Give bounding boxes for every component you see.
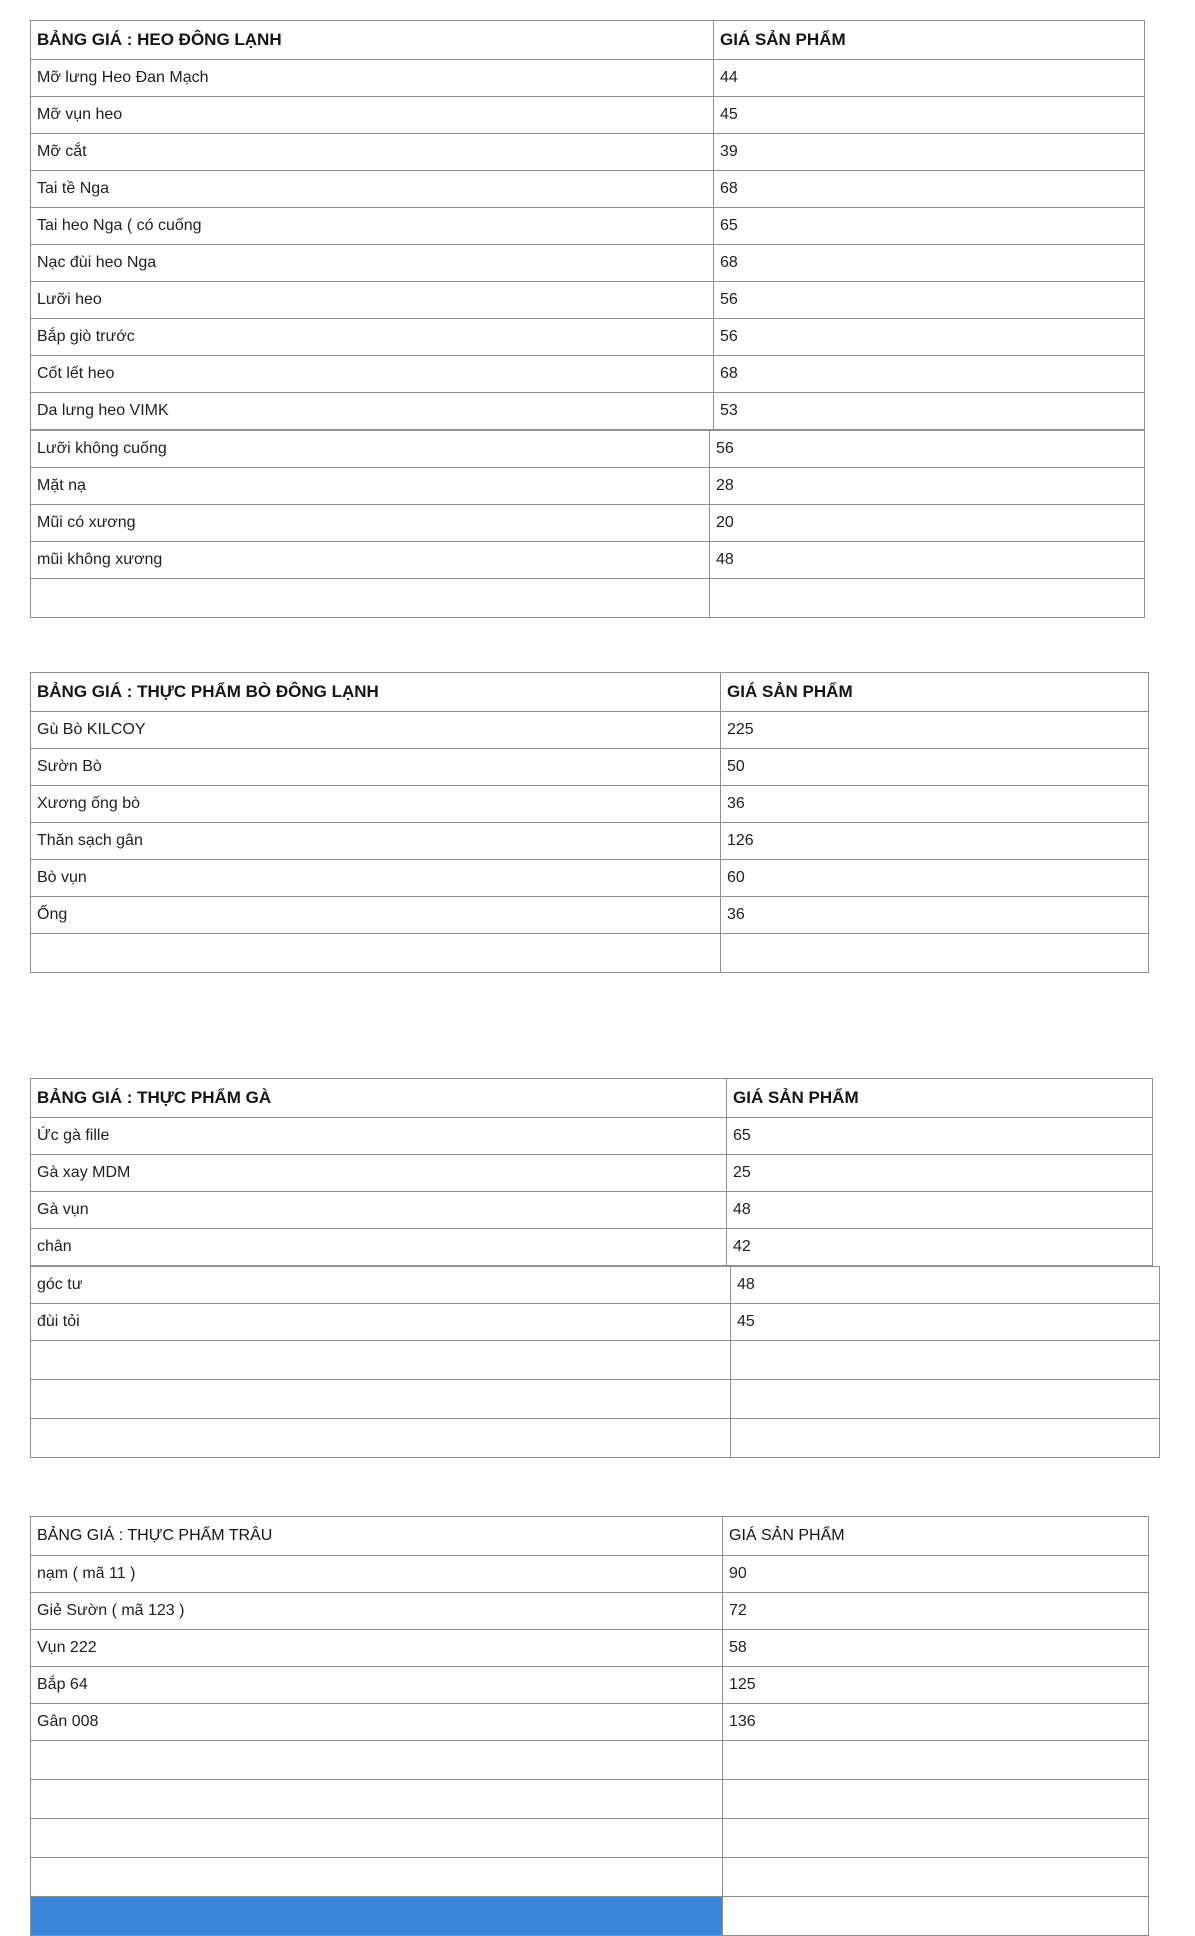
price-table-section [30,1078,1153,1266]
price-table-trau [30,1516,1195,1936]
price-cell[interactable] [710,579,1145,618]
price-table-section [30,672,1149,973]
price-cell[interactable]: 44 [714,60,1145,97]
table-row [31,823,1149,860]
price-table-bo-dong-lanh [30,672,1195,973]
price-cell[interactable]: 225 [721,712,1149,749]
price-cell[interactable]: 20 [710,505,1145,542]
product-name-cell[interactable]: Tai heo Nga ( có cuống [31,208,714,245]
product-name-cell[interactable] [31,1819,723,1858]
table-row [31,282,1145,319]
price-cell[interactable] [723,1780,1149,1819]
product-name-cell[interactable] [31,1380,731,1419]
table-header-row [31,21,1145,60]
product-name-cell[interactable]: Mặt nạ [31,468,710,505]
product-name-cell[interactable]: Tai tề Nga [31,171,714,208]
price-table-section [30,1516,1149,1936]
product-name-cell[interactable]: Mũi có xương [31,505,710,542]
price-cell[interactable]: 53 [714,393,1145,430]
price-cell[interactable]: 65 [727,1118,1153,1155]
table-row [31,1380,1160,1419]
table-row [31,1819,1149,1858]
product-name-cell[interactable]: chân [31,1229,727,1266]
product-name-cell[interactable]: Gà xay MDM [31,1155,727,1192]
product-name-cell[interactable]: góc tư [31,1267,731,1304]
price-cell[interactable]: 58 [723,1630,1149,1667]
product-name-cell[interactable] [31,1741,723,1780]
table-row [31,897,1149,934]
price-table-heo-dong-lanh [30,20,1195,618]
price-cell[interactable]: 65 [714,208,1145,245]
table-title[interactable]: BẢNG GIÁ : HEO ĐÔNG LẠNH [31,21,714,60]
product-name-cell[interactable]: Sườn Bò [31,749,721,786]
table-row [31,245,1145,282]
product-name-cell[interactable] [31,934,721,973]
price-cell[interactable]: 45 [714,97,1145,134]
table-row [31,1341,1160,1380]
price-cell[interactable]: 68 [714,356,1145,393]
price-cell[interactable]: 68 [714,171,1145,208]
price-cell[interactable]: 48 [731,1267,1160,1304]
product-name-cell[interactable]: Giẻ Sườn ( mã 123 ) [31,1593,723,1630]
table-row [31,1704,1149,1741]
product-name-cell[interactable]: Gân 008 [31,1704,723,1741]
product-name-cell[interactable]: Cốt lết heo [31,356,714,393]
table-row [31,171,1145,208]
table-row [31,1780,1149,1819]
table-row [31,749,1149,786]
price-cell[interactable] [723,1741,1149,1780]
price-cell[interactable]: 68 [714,245,1145,282]
product-name-cell[interactable] [31,1419,731,1458]
table-row [31,468,1145,505]
price-cell[interactable]: 36 [721,897,1149,934]
product-name-cell[interactable]: đùi tỏi [31,1304,731,1341]
table-row [31,860,1149,897]
table-row [31,1192,1153,1229]
price-cell[interactable] [731,1380,1160,1419]
price-cell[interactable]: 36 [721,786,1149,823]
table-title[interactable]: BẢNG GIÁ : THỰC PHẨM GÀ [31,1079,727,1118]
table-row [31,1667,1149,1704]
selected-cell[interactable] [31,1897,723,1936]
table-header-row [31,673,1149,712]
product-name-cell[interactable]: Lưỡi heo [31,282,714,319]
price-column-header[interactable]: GIÁ SẢN PHẨM [721,673,1149,712]
table-row [31,934,1149,973]
table-row [31,1304,1160,1341]
product-name-cell[interactable]: mũi không xương [31,542,710,579]
table-header-row [31,1079,1153,1118]
price-cell[interactable]: 48 [710,542,1145,579]
table-row [31,1556,1149,1593]
price-cell[interactable]: 60 [721,860,1149,897]
price-cell[interactable] [731,1341,1160,1380]
table-row [31,1267,1160,1304]
product-name-cell[interactable]: Ống [31,897,721,934]
product-name-cell[interactable]: Bò vụn [31,860,721,897]
table-row [31,1858,1149,1897]
product-name-cell[interactable] [31,579,710,618]
table-row [31,1630,1149,1667]
table-row [31,1118,1153,1155]
product-name-cell[interactable]: Mỡ cắt [31,134,714,171]
price-cell[interactable]: 136 [723,1704,1149,1741]
product-name-cell[interactable]: Lưỡi không cuống [31,431,710,468]
table-title[interactable]: BẢNG GIÁ : THỰC PHẨM TRÂU [31,1517,723,1556]
product-name-cell[interactable]: Mỡ lưng Heo Đan Mạch [31,60,714,97]
table-row [31,97,1145,134]
price-column-header[interactable]: GIÁ SẢN PHẨM [714,21,1145,60]
product-name-cell[interactable] [31,1858,723,1897]
table-row [31,431,1145,468]
price-cell[interactable]: 56 [714,319,1145,356]
price-cell[interactable]: 28 [710,468,1145,505]
price-table-section [30,430,1145,618]
price-tables [30,20,1195,1936]
price-cell[interactable]: 126 [721,823,1149,860]
price-cell[interactable]: 42 [727,1229,1153,1266]
price-cell[interactable]: 125 [723,1667,1149,1704]
table-row [31,1593,1149,1630]
price-cell[interactable] [723,1858,1149,1897]
price-column-header[interactable]: GIÁ SẢN PHẨM [723,1517,1149,1556]
price-table-section [30,20,1145,430]
product-name-cell[interactable] [31,1341,731,1380]
table-row [31,1897,1149,1936]
table-row [31,356,1145,393]
table-row [31,1419,1160,1458]
product-name-cell[interactable]: Nạc đùi heo Nga [31,245,714,282]
table-row [31,712,1149,749]
price-cell[interactable]: 39 [714,134,1145,171]
table-row [31,1155,1153,1192]
table-row [31,1229,1153,1266]
product-name-cell[interactable]: Ức gà fille [31,1118,727,1155]
table-row [31,786,1149,823]
table-row [31,208,1145,245]
table-header-row [31,1517,1149,1556]
price-cell[interactable]: 45 [731,1304,1160,1341]
table-row [31,134,1145,171]
table-title[interactable]: BẢNG GIÁ : THỰC PHẨM BÒ ĐÔNG LẠNH [31,673,721,712]
product-name-cell[interactable]: Thăn sạch gân [31,823,721,860]
table-row [31,542,1145,579]
price-cell[interactable]: 25 [727,1155,1153,1192]
price-cell[interactable]: 56 [714,282,1145,319]
price-column-header[interactable]: GIÁ SẢN PHẨM [727,1079,1153,1118]
price-cell[interactable]: 48 [727,1192,1153,1229]
product-name-cell[interactable]: Xương ống bò [31,786,721,823]
price-cell[interactable] [723,1897,1149,1936]
table-row [31,1741,1149,1780]
table-row [31,579,1145,618]
product-name-cell[interactable]: Vụn 222 [31,1630,723,1667]
product-name-cell[interactable]: nạm ( mã 11 ) [31,1556,723,1593]
product-name-cell[interactable]: Gà vụn [31,1192,727,1229]
product-name-cell[interactable]: Da lưng heo VIMK [31,393,714,430]
product-name-cell[interactable]: Gù Bò KILCOY [31,712,721,749]
price-cell[interactable] [723,1819,1149,1858]
product-name-cell[interactable]: Bắp giò trước [31,319,714,356]
table-row [31,60,1145,97]
product-name-cell[interactable]: Bắp 64 [31,1667,723,1704]
price-cell[interactable] [731,1419,1160,1458]
price-cell[interactable]: 56 [710,431,1145,468]
price-table-ga [30,1078,1195,1458]
price-cell[interactable]: 90 [723,1556,1149,1593]
table-row [31,393,1145,430]
product-name-cell[interactable]: Mỡ vụn heo [31,97,714,134]
table-row [31,319,1145,356]
price-cell[interactable]: 50 [721,749,1149,786]
product-name-cell[interactable] [31,1780,723,1819]
table-row [31,505,1145,542]
price-table-section [30,1266,1160,1458]
price-cell[interactable] [721,934,1149,973]
price-cell[interactable]: 72 [723,1593,1149,1630]
